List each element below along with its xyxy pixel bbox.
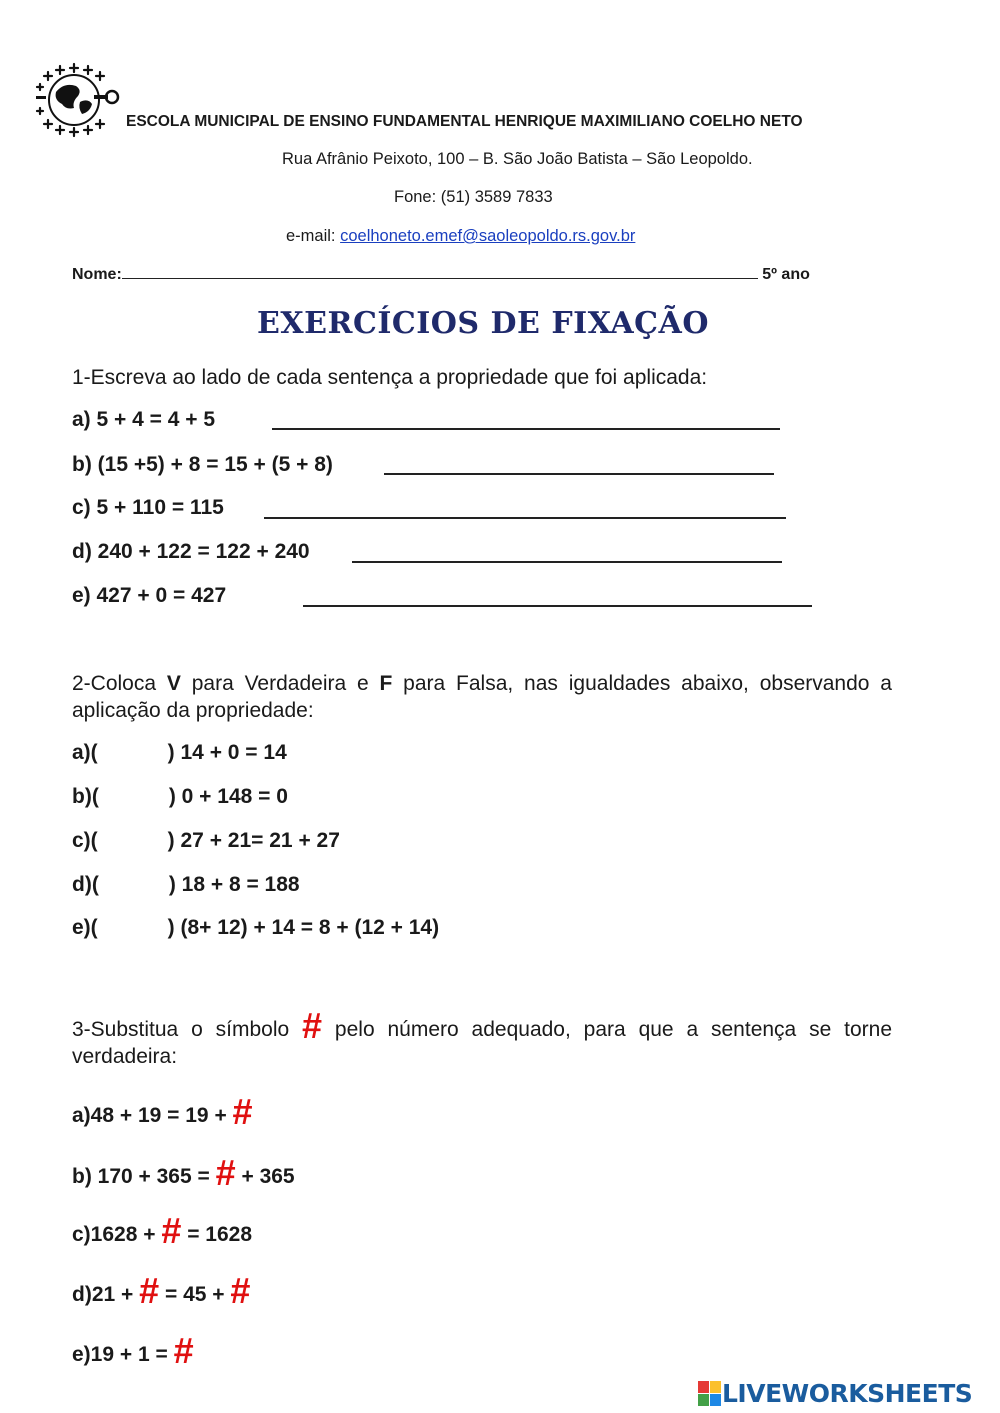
q2-item-label: e)( <box>72 916 98 939</box>
q2-item-expr: ) 0 + 148 = 0 <box>168 785 288 808</box>
q3-item-text: c)1628 + <box>72 1223 162 1246</box>
q3-item-text: = 45 + <box>159 1283 231 1306</box>
hash-symbol-icon: # <box>302 1005 323 1046</box>
q2-item-label: c)( <box>72 829 98 852</box>
q3-item-a <box>72 1091 253 1132</box>
q2-prompt-mid: para Verdadeira e <box>180 672 380 695</box>
name-row <box>72 264 810 284</box>
hash-symbol-icon[interactable]: # <box>139 1270 160 1311</box>
q1-item-b: b) (15 +5) + 8 = 15 + (5 + 8) <box>72 453 333 476</box>
q2-prompt <box>72 670 892 724</box>
email-label: e-mail: <box>286 227 341 245</box>
q3-item-text: e)19 + 1 = <box>72 1343 174 1366</box>
email-link[interactable]: coelhoneto.emef@saoleopoldo.rs.gov.br <box>340 227 636 245</box>
q1-item-a: a) 5 + 4 = 4 + 5 <box>72 408 216 431</box>
q3-item-c <box>72 1210 253 1251</box>
school-address: Rua Afrânio Peixoto, 100 – B. São João Batista – São Leopoldo. <box>282 150 753 168</box>
q3-item-e <box>72 1330 194 1371</box>
q1-answer-line-c[interactable] <box>264 517 786 519</box>
q2-item-expr: ) 14 + 0 = 14 <box>167 741 287 764</box>
q2-item-b <box>72 785 288 809</box>
q2-item-label: a)( <box>72 741 98 764</box>
q3-item-text: = 1628 <box>181 1223 253 1246</box>
q2-item-label: b)( <box>72 785 99 808</box>
liveworksheets-brand <box>698 1378 972 1408</box>
brand-text: LIVEWORKSHEETS <box>722 1378 973 1408</box>
q2-prompt-end: para Falsa, nas igualdades abaixo, observando a aplicação da propriedade: <box>72 672 892 722</box>
q2-true-letter: V <box>166 672 181 695</box>
q2-item-expr: ) 27 + 21= 21 + 27 <box>167 829 340 852</box>
hash-symbol-icon[interactable]: # <box>161 1210 182 1251</box>
q1-answer-line-b[interactable] <box>384 473 774 475</box>
q2-item-expr: ) 18 + 8 = 188 <box>168 873 300 896</box>
q1-item-d: d) 240 + 122 = 122 + 240 <box>72 540 310 563</box>
q3-item-text: + 365 <box>235 1165 295 1188</box>
liveworksheets-logo-icon <box>698 1381 720 1405</box>
q3-prompt-start: 3-Substitua o símbolo <box>72 1018 303 1041</box>
school-logo <box>34 62 120 138</box>
q1-answer-line-e[interactable] <box>303 605 812 607</box>
q3-prompt <box>72 1005 892 1070</box>
page-title: EXERCÍCIOS DE FIXAÇÃO <box>257 306 709 341</box>
q2-item-expr: ) (8+ 12) + 14 = 8 + (12 + 14) <box>167 916 440 939</box>
hash-symbol-icon[interactable]: # <box>230 1270 251 1311</box>
q3-item-text: d)21 + <box>72 1283 140 1306</box>
hash-symbol-icon[interactable]: # <box>232 1091 253 1132</box>
hash-symbol-icon[interactable]: # <box>173 1330 194 1371</box>
q3-item-d <box>72 1270 251 1311</box>
q2-item-c <box>72 829 340 853</box>
q1-answer-line-d[interactable] <box>352 561 782 563</box>
q3-item-text: b) 170 + 365 = <box>72 1165 216 1188</box>
q2-item-e <box>72 916 439 940</box>
name-input-line[interactable] <box>122 264 758 279</box>
school-phone: Fone: (51) 3589 7833 <box>394 188 553 206</box>
school-name: ESCOLA MUNICIPAL DE ENSINO FUNDAMENTAL HENRIQUE MAXIMILIANO COELHO NETO <box>126 113 803 130</box>
q3-item-b <box>72 1152 295 1193</box>
name-label: Nome: <box>72 266 122 283</box>
school-email <box>286 227 635 246</box>
grade-label: 5º ano <box>762 266 810 283</box>
q2-item-d <box>72 873 300 897</box>
q3-prompt-end: pelo número adequado, para que a sentença se torne verdadeira: <box>72 1018 892 1068</box>
q1-answer-line-a[interactable] <box>272 428 780 430</box>
q2-item-label: d)( <box>72 873 99 896</box>
q1-prompt: 1-Escreva ao lado de cada sentença a propriedade que foi aplicada: <box>72 366 708 389</box>
q2-false-letter: F <box>379 672 393 695</box>
q1-item-e: e) 427 + 0 = 427 <box>72 584 227 607</box>
q2-item-a <box>72 741 287 765</box>
hash-symbol-icon[interactable]: # <box>215 1152 236 1193</box>
q1-item-c: c) 5 + 110 = 115 <box>72 496 224 519</box>
q3-item-text: a)48 + 19 = 19 + <box>72 1104 233 1127</box>
q2-prompt-start: 2-Coloca <box>72 672 167 695</box>
